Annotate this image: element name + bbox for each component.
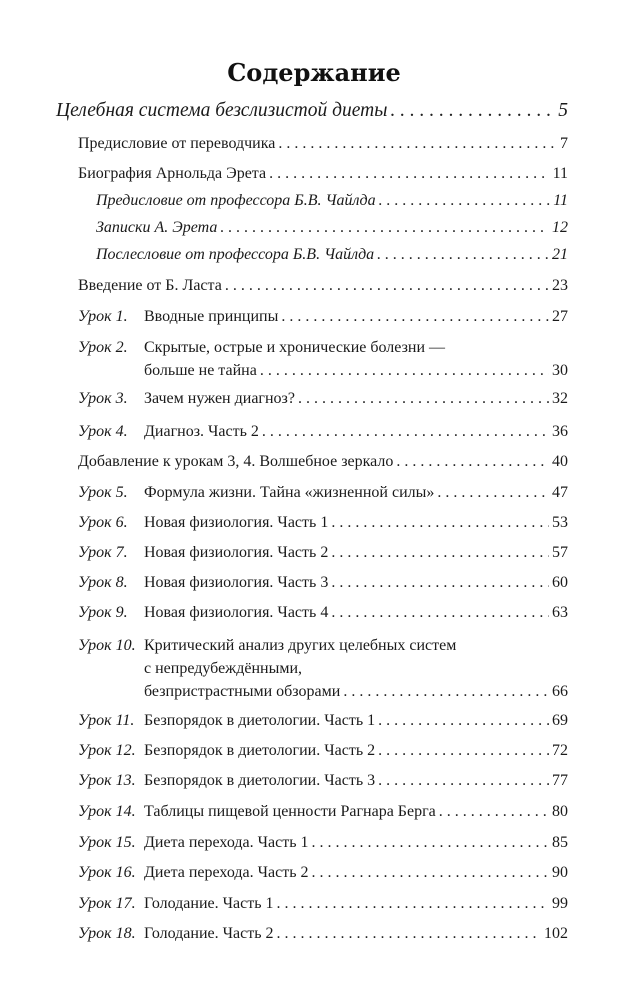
toc-entry-line (144, 362, 568, 380)
dot-leader (396, 453, 549, 471)
lesson-label: Урок 14. (78, 803, 136, 820)
toc-page-number: 11 (553, 192, 568, 209)
toc-page-number: 69 (552, 712, 568, 729)
toc-entry-line (144, 803, 568, 821)
toc-entry-text: Предисловие от переводчика (78, 135, 276, 152)
toc-page-number: 23 (552, 277, 568, 294)
dot-leader (281, 308, 549, 326)
toc-page-number: 27 (552, 308, 568, 325)
toc-entry-lesson[interactable] (78, 423, 568, 446)
toc-entry-line (144, 895, 568, 913)
dot-leader (378, 742, 549, 760)
toc-entry-text: Диета перехода. Часть 1 (144, 834, 309, 851)
lesson-label: Урок 5. (78, 484, 128, 501)
lesson-label: Урок 13. (78, 772, 136, 789)
toc-entry-lesson[interactable] (78, 712, 568, 735)
dot-leader (262, 423, 549, 441)
toc-entry-text: Скрытые, острые и хронические болезни — (144, 339, 446, 356)
toc-entry-text: Диагноз. Часть 2 (144, 423, 259, 440)
toc-entry-text: с непредубеждёнными, (144, 660, 303, 677)
toc-entry-lesson[interactable] (78, 772, 568, 795)
toc-entry-lesson[interactable] (78, 308, 568, 331)
toc-page-number: 30 (552, 362, 568, 379)
lesson-label: Урок 4. (78, 423, 128, 440)
toc-page-number: 66 (552, 683, 568, 700)
toc-entry-text: Диета перехода. Часть 2 (144, 864, 309, 881)
toc-entry-line (144, 864, 568, 882)
toc-entry[interactable] (78, 165, 568, 183)
toc-entry-line (144, 772, 568, 790)
toc-page-number: 102 (544, 925, 568, 942)
lesson-label: Урок 10. (78, 637, 136, 654)
toc-entry-text: Послесловие от профессора Б.В. Чайлда (96, 246, 375, 263)
dot-leader (277, 895, 549, 913)
toc-entry-lesson[interactable] (78, 453, 568, 476)
toc-entry-text: Новая физиология. Часть 3 (144, 574, 329, 591)
dot-leader (390, 100, 555, 122)
toc-entry-lesson[interactable] (78, 864, 568, 887)
dot-leader (311, 834, 549, 852)
dot-leader (343, 683, 549, 701)
toc-entry-lesson[interactable] (78, 514, 568, 537)
toc-entry-line (144, 308, 568, 326)
toc-entry-lesson[interactable] (78, 604, 568, 627)
lesson-label: Урок 11. (78, 712, 135, 729)
dot-leader (331, 514, 549, 532)
toc-entry-text: Таблицы пищевой ценности Рагнара Берга (144, 803, 436, 820)
toc-entry-text: Целебная система безслизистой диеты (56, 100, 388, 121)
toc-entry-text: больше не тайна (144, 362, 257, 379)
toc-entry-text: Зачем нужен диагноз? (144, 390, 295, 407)
toc-entry-line (144, 514, 568, 532)
toc-entry-text: Безпорядок в диетологии. Часть 1 (144, 712, 376, 729)
toc-entry-main-part[interactable] (56, 100, 568, 122)
dot-leader (269, 165, 550, 183)
toc-page-number: 7 (560, 135, 568, 152)
dot-leader (379, 192, 551, 210)
toc-page-number: 99 (552, 895, 568, 912)
toc-page-number: 60 (552, 574, 568, 591)
toc-entry-line (144, 834, 568, 852)
toc-entry-line (144, 544, 568, 562)
lesson-label: Урок 2. (78, 339, 128, 356)
toc-entry[interactable] (78, 135, 568, 153)
lesson-label: Урок 18. (78, 925, 136, 942)
toc-entry-line (144, 637, 456, 655)
toc-entry[interactable] (78, 277, 568, 295)
page-title: Содержание (227, 58, 401, 87)
dot-leader (225, 277, 549, 295)
toc-entry[interactable] (96, 246, 568, 264)
toc-entry-text: Предисловие от профессора Б.В. Чайлда (96, 192, 376, 209)
toc-entry-lesson[interactable] (78, 925, 568, 948)
dot-leader (439, 803, 549, 821)
toc-entry-text: Новая физиология. Часть 4 (144, 604, 329, 621)
lesson-label: Урок 6. (78, 514, 128, 531)
toc-entry-line (144, 574, 568, 592)
toc-entry-lesson[interactable] (78, 390, 568, 413)
toc-entry-lesson[interactable] (78, 339, 568, 385)
dot-leader (220, 219, 549, 237)
toc-page-number: 11 (552, 165, 568, 182)
toc-page-number: 53 (552, 514, 568, 531)
toc-entry-text: Безпорядок в диетологии. Часть 3 (144, 772, 376, 789)
toc-entry-line (144, 742, 568, 760)
dot-leader (331, 544, 549, 562)
dot-leader (377, 246, 549, 264)
toc-entry-text: Добавление к урокам 3, 4. Волшебное зеркало (78, 453, 394, 470)
lesson-label: Урок 7. (78, 544, 128, 561)
lesson-label: Урок 1. (78, 308, 128, 325)
dot-leader (277, 925, 541, 943)
toc-entry[interactable] (96, 192, 568, 210)
toc-entry-text: Введение от Б. Ласта (78, 277, 222, 294)
lesson-label: Урок 15. (78, 834, 136, 851)
toc-page-number: 90 (552, 864, 568, 881)
toc-entry-lesson[interactable] (78, 742, 568, 765)
toc-page-number: 32 (552, 390, 568, 407)
toc-entry-text: Безпорядок в диетологии. Часть 2 (144, 742, 376, 759)
toc-entry-line (144, 390, 568, 408)
dot-leader (311, 864, 549, 882)
toc-page-number: 80 (552, 803, 568, 820)
toc-entry-line (78, 453, 568, 471)
toc-entry-text: безпристрастными обзорами (144, 683, 341, 700)
lesson-label: Урок 12. (78, 742, 136, 759)
toc-entry-text: Биография Арнольда Эрета (78, 165, 267, 182)
toc-entry-text: Вводные принципы (144, 308, 279, 325)
toc-page-number: 5 (558, 100, 568, 121)
toc-page-number: 47 (552, 484, 568, 501)
lesson-label: Урок 16. (78, 864, 136, 881)
toc-page-number: 40 (552, 453, 568, 470)
toc-entry-text: Критический анализ других целебных систем (144, 637, 457, 654)
toc-entry[interactable] (96, 219, 568, 237)
dot-leader (331, 574, 549, 592)
toc-entry-lesson[interactable] (78, 544, 568, 567)
toc-entry-text: Голодание. Часть 2 (144, 925, 274, 942)
toc-entry-lesson[interactable] (78, 895, 568, 918)
toc-entry-lesson[interactable] (78, 484, 568, 507)
toc-page-number: 85 (552, 834, 568, 851)
toc-entry-text: Новая физиология. Часть 1 (144, 514, 329, 531)
toc-page-number: 77 (552, 772, 568, 789)
toc-page-number: 57 (552, 544, 568, 561)
toc-entry-line (144, 339, 445, 357)
toc-entry-lesson[interactable] (78, 803, 568, 826)
toc-entry-text: Голодание. Часть 1 (144, 895, 274, 912)
toc-entry-text: Записки А. Эрета (96, 219, 218, 236)
dot-leader (331, 604, 549, 622)
toc-page-number: 12 (552, 219, 568, 236)
dot-leader (278, 135, 557, 153)
toc-page-number: 63 (552, 604, 568, 621)
lesson-label: Урок 8. (78, 574, 128, 591)
toc-page-number: 36 (552, 423, 568, 440)
dot-leader (378, 772, 549, 790)
toc-entry-lesson[interactable] (78, 637, 568, 706)
toc-page-number: 21 (552, 246, 568, 263)
toc-page-number: 72 (552, 742, 568, 759)
lesson-label: Урок 17. (78, 895, 136, 912)
toc-entry-lesson[interactable] (78, 834, 568, 857)
toc-entry-line (144, 484, 568, 502)
lesson-label: Урок 3. (78, 390, 128, 407)
lesson-label: Урок 9. (78, 604, 128, 621)
toc-entry-line (144, 660, 302, 678)
toc-entry-line (144, 712, 568, 730)
dot-leader (298, 390, 549, 408)
toc-entry-line (144, 925, 568, 943)
toc-entry-line (144, 423, 568, 441)
toc-entry-line (144, 604, 568, 622)
dot-leader (378, 712, 549, 730)
dot-leader (437, 484, 549, 502)
toc-entry-line (144, 683, 568, 701)
toc-entry-text: Новая физиология. Часть 2 (144, 544, 329, 561)
toc-entry-text: Формула жизни. Тайна «жизненной силы» (144, 484, 435, 501)
dot-leader (260, 362, 549, 380)
toc-entry-lesson[interactable] (78, 574, 568, 597)
